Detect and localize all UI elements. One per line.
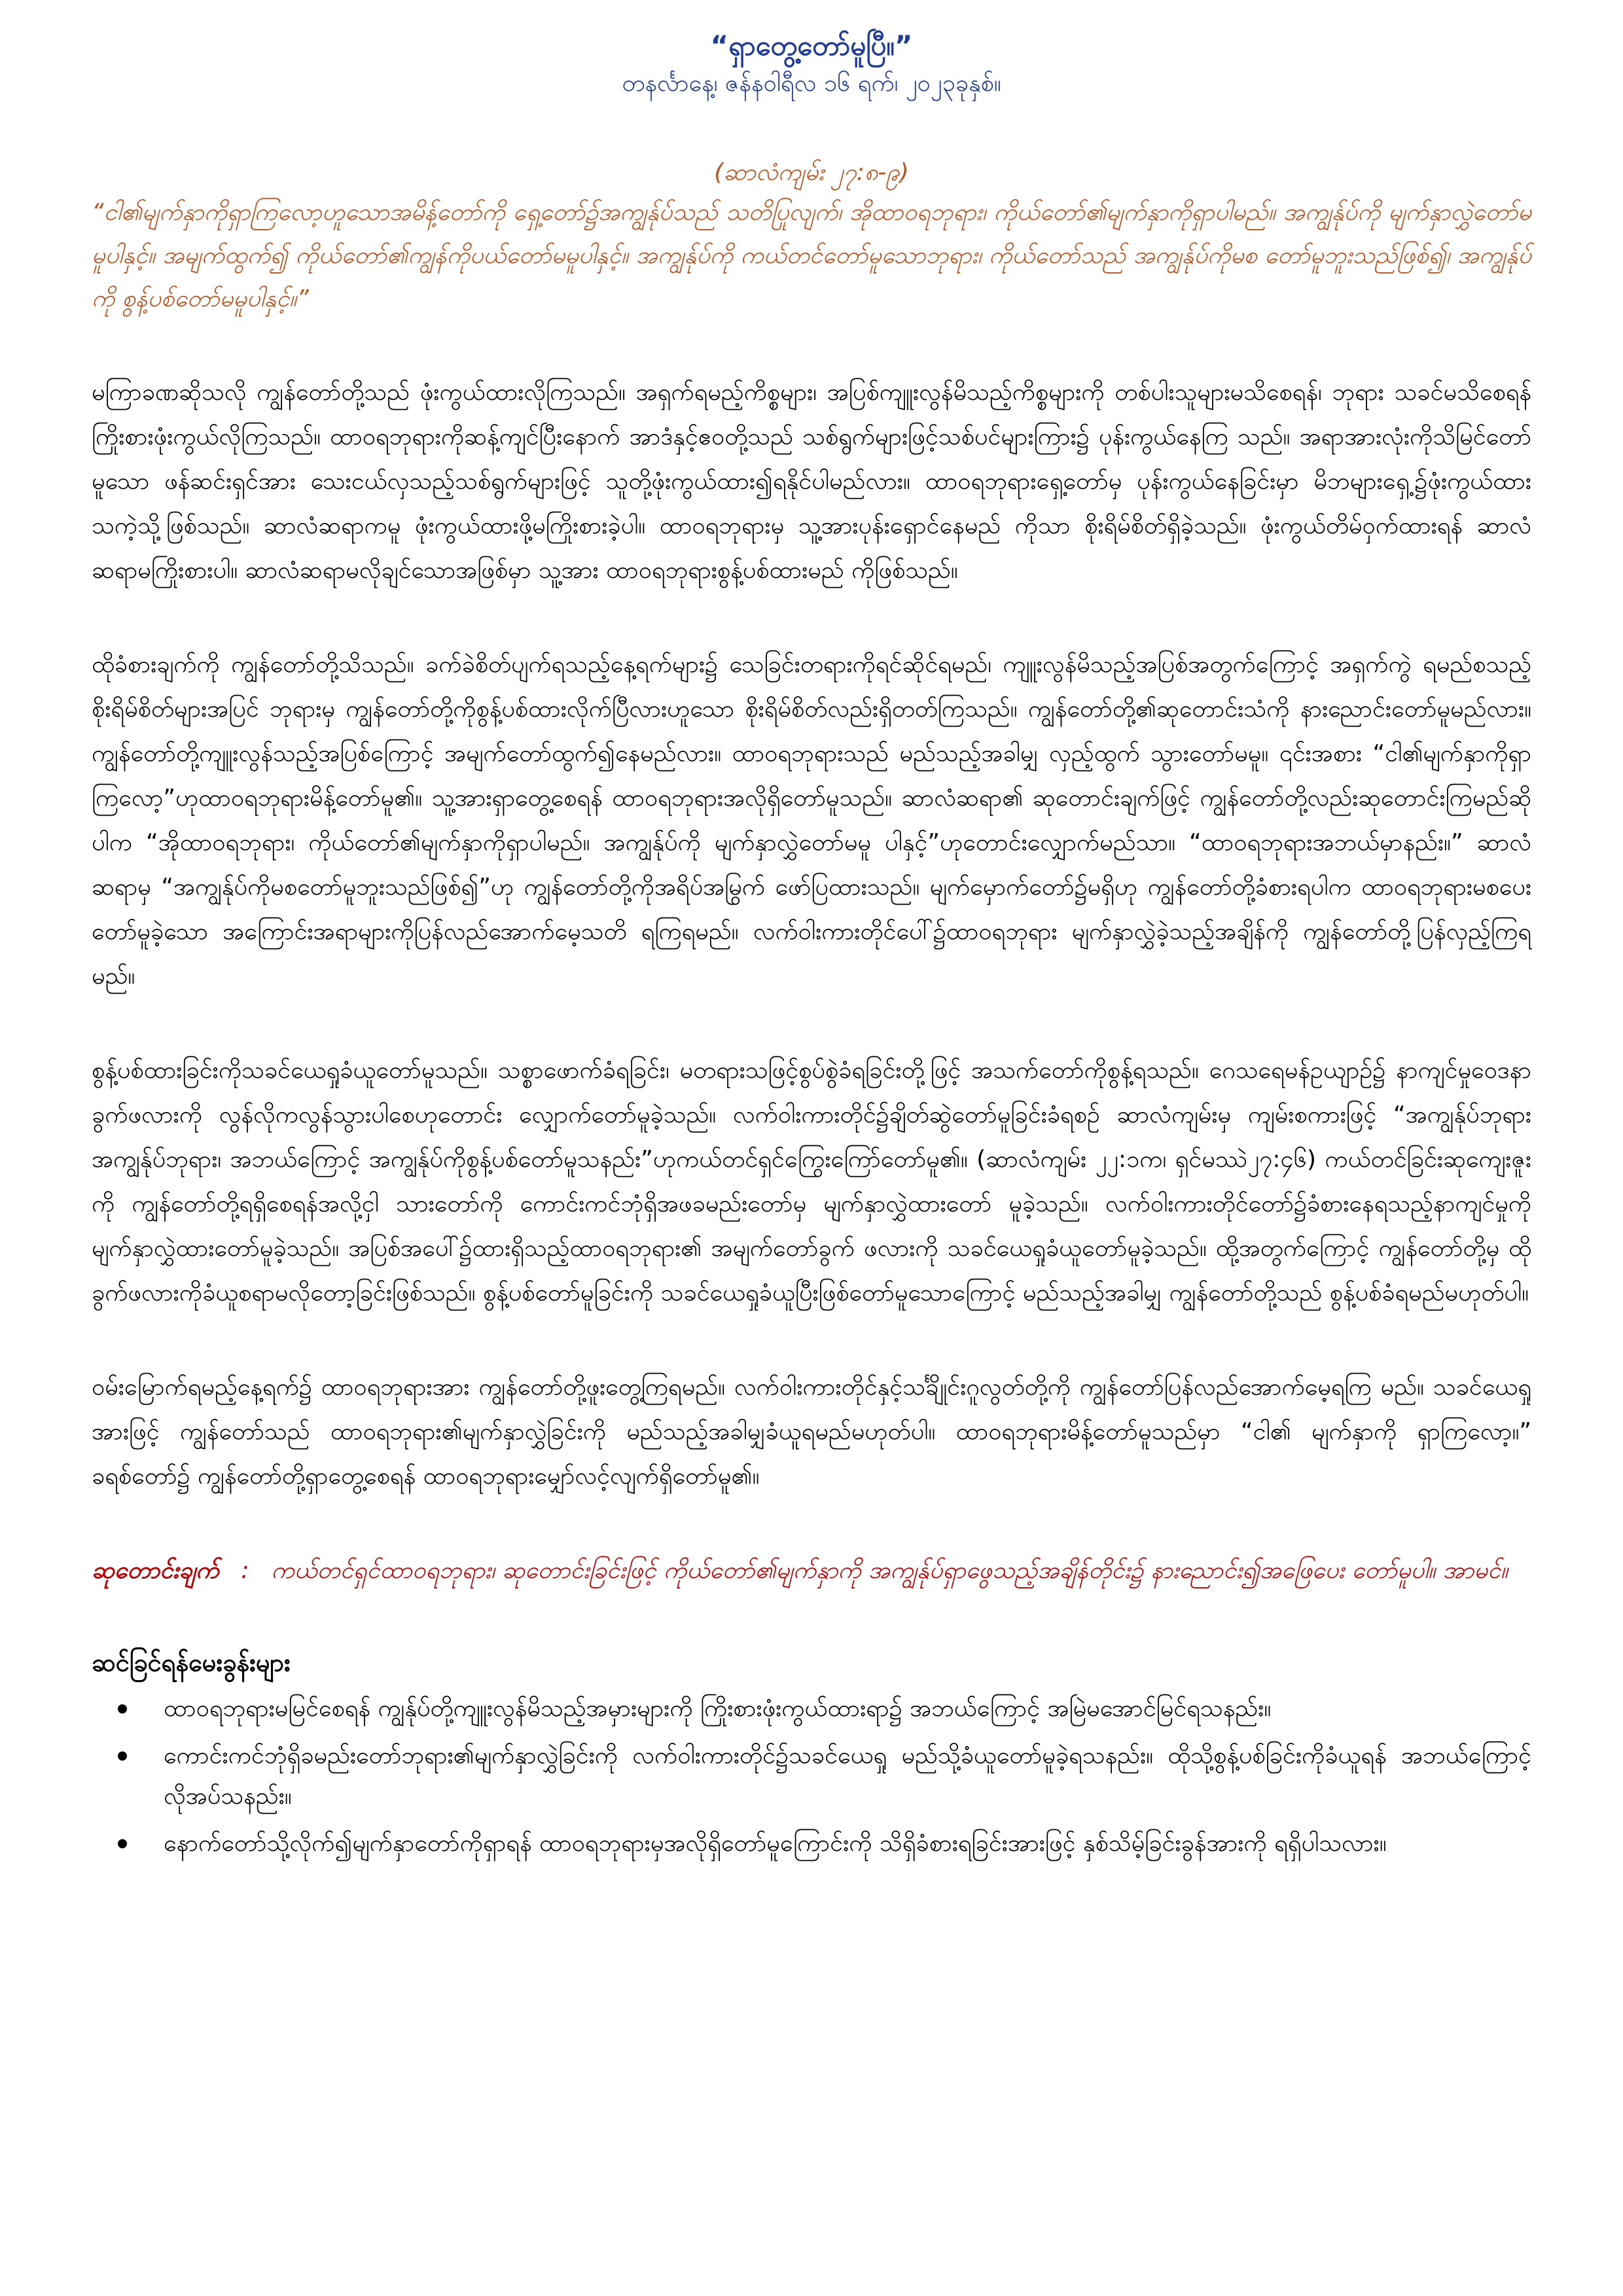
prayer-text: ကယ်တင်ရှင်ထာဝရဘုရား၊ ဆုတောင်းခြင်းဖြင့် ကိုယ်တော်၏မျက်နှာကို အကျွန်ုပ်ရှာဖွေသည့်အချိန်တိုင်း၌ နားညောင်း၍အဖြေပေး တော်မူပါ။ အာမင်။ xyxy=(271,1557,1508,1584)
bullet-icon xyxy=(118,1704,127,1713)
prayer-separator: : xyxy=(241,1557,249,1584)
scripture-quote: “ငါ၏မျက်နှာကိုရှာကြလော့ဟူသောအမိန့်တော်ကို ရှေ့တော်၌အကျွန်ုပ်သည် သတိပြုလျက်၊ အိုထာဝရဘုရား၊ ကိုယ်တော်၏မျက်နှာကိုရှာပါမည်။ အကျွန်ုပ်ကို မျက်နှာလွှဲတော်မမူပါနှင့်။ အမျက်ထွက်၍ ကိုယ်တော်၏ကျွန်ကိုပယ်တော်မမူပါနှင့်။ အကျွန်ုပ်ကို ကယ်တင်တော်မူသောဘုရား၊ ကိုယ်တော်သည် အကျွန်ုပ်ကိုမစ တော်မူဘူးသည်ဖြစ်၍၊ အကျွန်ုပ်ကို စွန့်ပစ်တော်မမူပါနှင့်။” xyxy=(92,199,1531,312)
devotional-date: တနင်္လာနေ့၊ ဇန်နဝါရီလ ၁၆ ရက်၊ ၂၀၂၃ခုနှစ်။ xyxy=(622,70,1001,97)
scripture-reference: (ဆာလံကျမ်း ၂၇:၈-၉) xyxy=(714,159,909,186)
body-paragraph-4: ဝမ်းမြောက်ရမည့်နေ့ရက်၌ ထာဝရဘုရားအား ကျွန်တော်တို့ဖူးတွေ့ကြရမည်။ လက်ဝါးကားတိုင်နှင့်သင်္ချိုင်းဂူလွတ်တို့ကို ကျွန်တော်ပြန်လည်အောက်မေ့ရကြ မည်။ သခင်ယေရှုအားဖြင့် ကျွန်တော်သည် ထာဝရဘုရား၏မျက်နှာလွှဲခြင်းကို မည်သည့်အခါမျှခံယူရမည်မဟုတ်ပါ။ ထာဝရဘုရားမိန့်တော်မူသည်မှာ “ငါ၏ မျက်နှာကို ရှာကြလော့။” ခရစ်တော်၌ ကျွန်တော်တို့ရှာတွေ့စေရန် ထာဝရဘုရားမျှော်လင့်လျက်ရှိတော်မူ၏။ xyxy=(92,1374,1531,1490)
body-paragraph-3: စွန့်ပစ်ထားခြင်းကိုသခင်ယေရှုခံယူတော်မူသည်။ သစ္စာဖောက်ခံရခြင်း၊ မတရားသဖြင့်စွပ်စွဲခံရခြင်းတို့ဖြင့် အသက်တော်ကိုစွန့်ရသည်။ ဂေသရေမန်ဥယျာဉ်၌ နာကျင်မှုဝေဒနာခွက်ဖလားကို လွန်လိုကလွန်သွားပါစေဟုတောင်း လျှောက်တော်မူခဲ့သည်။ လက်ဝါးကားတိုင်၌ချိတ်ဆွဲတော်မူခြင်းခံရစဉ် ဆာလံကျမ်းမှ ကျမ်းစကားဖြင့် “အကျွန်ုပ်ဘုရား အကျွန်ုပ်ဘုရား၊ အဘယ်ကြောင့် အကျွန်ုပ်ကိုစွန့်ပစ်တော်မူသနည်း”ဟုကယ်တင်ရှင်ကြွေးကြော်တော်မူ၏။ (ဆာလံကျမ်း ၂၂:၁က၊ ရှင်မဿဲ၂၇:၄၆) ကယ်တင်ခြင်းဆုကျေးဇူးကို ကျွန်တော်တို့ရရှိစေရန်အလို့ငှါ သားတော်ကို ကောင်းကင်ဘုံရှိအဖခမည်းတော်မှ မျက်နှာလွှဲထားတော် မူခဲ့သည်။ လက်ဝါးကားတိုင်တော်၌ခံစားနေရသည့်နာကျင်မှုကို မျက်နှာလွှဲထားတော်မူခဲ့သည်။ အပြစ်အပေါ်၌ထားရှိသည့်ထာဝရဘုရား၏ အမျက်တော်ခွက် ဖလားကို သခင်ယေရှုခံယူတော်မူခဲ့သည်။ ထို့အတွက်ကြောင့် ကျွန်တော်တို့မှ ထိုခွက်ဖလားကိုခံယူစရာမလိုတော့ခြင်းဖြစ်သည်။ စွန့်ပစ်တော်မူခြင်းကို သခင်ယေရှုခံယူပြီးဖြစ်တော်မူသောကြောင့် မည်သည့်အခါမျှ ကျွန်တော်တို့သည် စွန့်ပစ်ခံရမည်မဟုတ်ပါ။ xyxy=(92,1057,1531,1306)
question-item xyxy=(164,1736,1531,1817)
bullet-icon xyxy=(118,1751,127,1761)
devotional-title: “ရှာတွေ့တော်မူပြီ။” xyxy=(710,29,913,62)
devotional-page xyxy=(92,26,1531,1871)
prayer-block xyxy=(92,1549,1531,1593)
question-text: ထာဝရဘုရားမမြင်စေရန် ကျွန်ုပ်တို့ကျူးလွန်မိသည့်အမှားများကို ကြိုးစားဖုံးကွယ်ထားရာ၌ အဘယ်ကြောင့် အမြဲမအောင်မြင်ရသနည်း။ xyxy=(164,1695,1272,1722)
question-text: နောက်တော်သို့လိုက်၍မျက်နှာတော်ကိုရှာရန် ထာဝရဘုရားမှအလိုရှိတော်မူကြောင်းကို သိရှိခံစားရခြင်းအားဖြင့် နှစ်သိမ့်ခြင်းခွန်အားကို ရရှိပါသလား။ xyxy=(164,1830,1387,1857)
question-item xyxy=(164,1689,1531,1729)
questions-heading: ဆင်ခြင်ရန်မေးခွန်းများ xyxy=(92,1648,291,1677)
bullet-icon xyxy=(118,1839,127,1848)
question-item xyxy=(164,1823,1531,1864)
questions-list xyxy=(92,1689,1531,1864)
body-paragraph-1: မကြာခဏဆိုသလို ကျွန်တော်တို့သည် ဖုံးကွယ်ထားလိုကြသည်။ အရှက်ရမည့်ကိစ္စများ၊ အပြစ်ကျူးလွန်မိသည့်ကိစ္စများကို တစ်ပါးသူများမသိစေရန်၊ ဘုရား သခင်မသိစေရန် ကြိုးစားဖုံးကွယ်လိုကြသည်။ ထာဝရဘုရားကိုဆန့်ကျင်ပြီးနောက် အာဒံနှင့်ဧဝတို့သည် သစ်ရွက်များဖြင့်သစ်ပင်များကြား၌ ပုန်းကွယ်နေကြ သည်။ အရာအားလုံးကိုသိမြင်တော်မူသော ဖန်ဆင်းရှင်အား သေးငယ်လှသည့်သစ်ရွက်များဖြင့် သူတို့ဖုံးကွယ်ထား၍ရနိုင်ပါမည်လား။ ထာဝရဘုရားရှေ့တော်မှ ပုန်းကွယ်နေခြင်းမှာ မိဘများရှေ့၌ဖုံးကွယ်ထားသကဲ့သို့ဖြစ်သည်။ ဆာလံဆရာကမူ ဖုံးကွယ်ထားဖို့မကြိုးစားခဲ့ပါ။ ထာဝရဘုရားမှ သူ့အားပုန်းရှောင်နေမည် ကိုသာ စိုးရိမ်စိတ်ရှိခဲ့သည်။ ဖုံးကွယ်တိမ်ဝှက်ထားရန် ဆာလံဆရာမကြိုးစားပါ။ ဆာလံဆရာမလိုချင်သောအဖြစ်မှာ သူ့အား ထာဝရဘုရားစွန့်ပစ်ထားမည် ကိုဖြစ်သည်။ xyxy=(92,379,1531,584)
prayer-label: ဆုတောင်းချက် xyxy=(92,1557,219,1584)
question-text: ကောင်းကင်ဘုံရှိခမည်းတော်ဘုရား၏မျက်နှာလွှဲခြင်းကို လက်ဝါးကားတိုင်၌သခင်ယေရှု မည်သို့ခံယူတော်မူခဲ့ရသနည်း။ ထိုသို့စွန့်ပစ်ခြင်းကိုခံယူရန် အဘယ်ကြောင့်လိုအပ်သနည်း။ xyxy=(164,1742,1531,1810)
body-paragraph-2: ထိုခံစားချက်ကို ကျွန်တော်တို့သိသည်။ ခက်ခဲစိတ်ပျက်ရသည့်နေ့ရက်များ၌ သေခြင်းတရားကိုရင်ဆိုင်ရမည်၊ ကျူးလွန်မိသည့်အပြစ်အတွက်ကြောင့် အရှက်ကွဲ ရမည်စသည့်စိုးရိမ်စိတ်များအပြင် ဘုရားမှ ကျွန်တော်တို့ကိုစွန့်ပစ်ထားလိုက်ပြီလားဟူသော စိုးရိမ်စိတ်လည်းရှိတတ်ကြသည်။ ကျွန်တော်တို့၏ဆုတောင်းသံကို နားညောင်းတော်မူမည်လား။ ကျွန်တော်တို့ကျူးလွန်သည့်အပြစ်ကြောင့် အမျက်တော်ထွက်၍နေမည်လား။ ထာဝရဘုရားသည် မည်သည့်အခါမျှ လှည့်ထွက် သွားတော်မမူ။ ၎င်းအစား “ငါ၏မျက်နှာကိုရှာကြလော့”ဟုထာဝရဘုရားမိန့်တော်မူ၏။ သူ့အားရှာတွေ့စေရန် ထာဝရဘုရားအလိုရှိတော်မူသည်။ ဆာလံဆရာ၏ ဆုတောင်းချက်ဖြင့် ကျွန်တော်တို့လည်းဆုတောင်းကြမည်ဆိုပါက “အိုထာဝရဘုရား၊ ကိုယ်တော်၏မျက်နှာကိုရှာပါမည်။ အကျွန်ုပ်ကို မျက်နှာလွှဲတော်မမူ ပါနှင့်”ဟုတောင်းလျှောက်မည်သာ။ “ထာဝရဘုရားအဘယ်မှာနည်း။” ဆာလံဆရာမှ “အကျွန်ုပ်ကိုမစတော်မူဘူးသည်ဖြစ်၍”ဟု ကျွန်တော်တို့ကိုအရိပ်အမြွက် ဖော်ပြထားသည်။ မျက်မှောက်တော်၌မရှိဟု ကျွန်တော်တို့ခံစားရပါက ထာဝရဘုရားမစပေးတော်မူခဲ့သော အကြောင်းအရာများကိုပြန်လည်အောက်မေ့သတိ ရကြရမည်။ လက်ဝါးကားတိုင်ပေါ်၌ထာဝရဘုရား မျက်နှာလွှဲခဲ့သည့်အချိန်ကို ကျွန်တော်တို့ပြန်လှည့်ကြရမည်။ xyxy=(92,651,1531,990)
